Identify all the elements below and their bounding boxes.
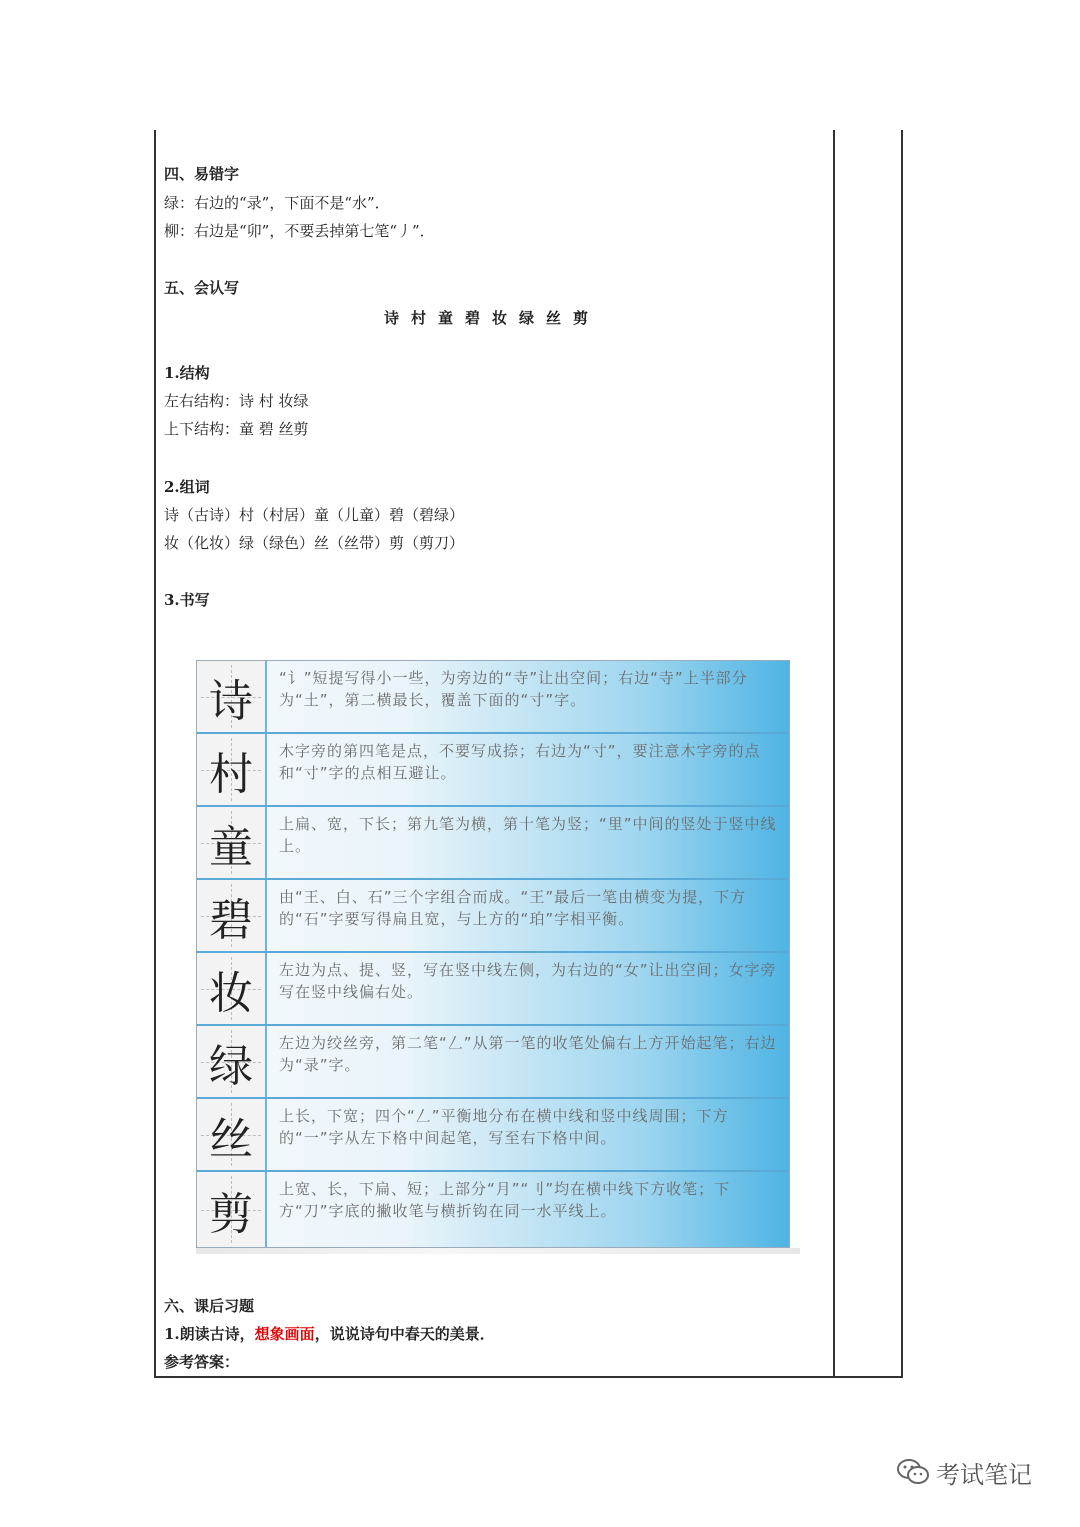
watermark xyxy=(896,1452,1032,1492)
writing-char-cell xyxy=(197,661,267,732)
wechat-icon xyxy=(896,1457,930,1487)
writing-char: 剪 xyxy=(209,1188,253,1240)
writing-char-cell xyxy=(197,734,267,805)
writing-char-cell xyxy=(197,807,267,878)
image-shadow xyxy=(196,1248,800,1254)
writing-desc: 上扁、宽，下长；第九笔为横，第十笔为竖；“里”中间的竖处于竖中线上。 xyxy=(279,815,777,855)
writing-row xyxy=(197,661,789,734)
question-1-suffix: ，说说诗句中春天的美景． xyxy=(314,1325,495,1343)
section-4-title: 四、易错字 xyxy=(164,165,240,183)
writing-desc: 左边为点、提、竖，写在竖中线左侧，为右边的“女”让出空间；女字旁写在竖中线偏右处。 xyxy=(279,961,777,1001)
writing-row xyxy=(197,734,789,807)
writing-char: 童 xyxy=(209,821,253,873)
table-middle-border xyxy=(833,130,835,1377)
answer-label: 参考答案： xyxy=(164,1353,240,1371)
writing-desc: 上长，下宽；四个“𠃋”平衡地分布在横中线和竖中线周围；下方的“一”字从左下格中间起笔，写至右下格中间。 xyxy=(279,1107,729,1147)
writing-row xyxy=(197,807,789,880)
watermark-text: 考试笔记 xyxy=(936,1460,1032,1489)
writing-char: 碧 xyxy=(209,894,253,946)
question-1-highlight: 想象画面 xyxy=(254,1325,315,1343)
writing-row xyxy=(197,1172,789,1247)
writing-desc: 木字旁的第四笔是点，不要写成捺；右边为“寸”，要注意木字旁的点和“寸”字的点相互避让。 xyxy=(279,742,761,782)
characters-list: 诗村童碧妆绿丝剪 xyxy=(384,309,601,327)
writing-desc: 左边为绞丝旁，第二笔“𠃋”从第一笔的收笔处偏右上方开始起笔；右边为“录”字。 xyxy=(279,1034,777,1074)
writing-desc: 上宽、长，下扁、短；上部分“月”“刂”均在横中线下方收笔；下方“刀”字底的撇收笔与横折钩在同一水平线上。 xyxy=(279,1180,731,1220)
structure-left-right: 左右结构：诗 村 妆绿 xyxy=(164,392,309,410)
writing-char: 诗 xyxy=(209,675,253,727)
writing-char-cell xyxy=(197,880,267,951)
table-left-border xyxy=(154,130,156,1377)
section-5-title: 五、会认写 xyxy=(164,279,240,297)
writing-char: 妆 xyxy=(209,967,253,1019)
writing-row xyxy=(197,880,789,953)
writing-char: 绿 xyxy=(209,1040,253,1092)
structure-title: 1.结构 xyxy=(164,364,210,382)
writing-char: 丝 xyxy=(209,1113,253,1165)
section-6-title: 六、课后习题 xyxy=(164,1297,255,1315)
writing-guide-table xyxy=(196,660,790,1248)
writing-desc: “讠”短提写得小一些，为旁边的“寺”让出空间；右边“寺”上半部分为“土”，第二横最长，覆盖下面的“寸”字。 xyxy=(279,669,748,709)
table-right-border xyxy=(901,130,903,1377)
writing-row xyxy=(197,1026,789,1099)
table-bottom-border xyxy=(154,1376,903,1378)
structure-top-bottom: 上下结构：童 碧 丝剪 xyxy=(164,420,309,438)
writing-char-cell xyxy=(197,1172,267,1247)
question-1 xyxy=(164,1324,495,1344)
error-char-1: 绿：右边的“录”，下面不是“水”． xyxy=(164,194,390,212)
writing-desc: 由“王、白、石”三个字组合而成。“王”最后一笔由横变为提，下方的“石”字要写得扁且宽，与上方的“珀”字相平衡。 xyxy=(279,888,747,928)
words-title: 2.组词 xyxy=(164,478,210,496)
writing-title: 3.书写 xyxy=(164,591,210,609)
writing-char-cell xyxy=(197,953,267,1024)
writing-row xyxy=(197,1099,789,1172)
error-char-2: 柳：右边是“卯”，不要丢掉第七笔“丿”． xyxy=(164,222,435,240)
words-line-1: 诗（古诗）村（村居）童（儿童）碧（碧绿） xyxy=(164,506,465,524)
writing-char-cell xyxy=(197,1026,267,1097)
question-1-prefix: 1.朗读古诗， xyxy=(164,1325,255,1343)
writing-row xyxy=(197,953,789,1026)
writing-char-cell xyxy=(197,1099,267,1170)
words-line-2: 妆（化妆）绿（绿色）丝（丝带）剪（剪刀） xyxy=(164,534,465,552)
writing-char: 村 xyxy=(209,748,253,800)
